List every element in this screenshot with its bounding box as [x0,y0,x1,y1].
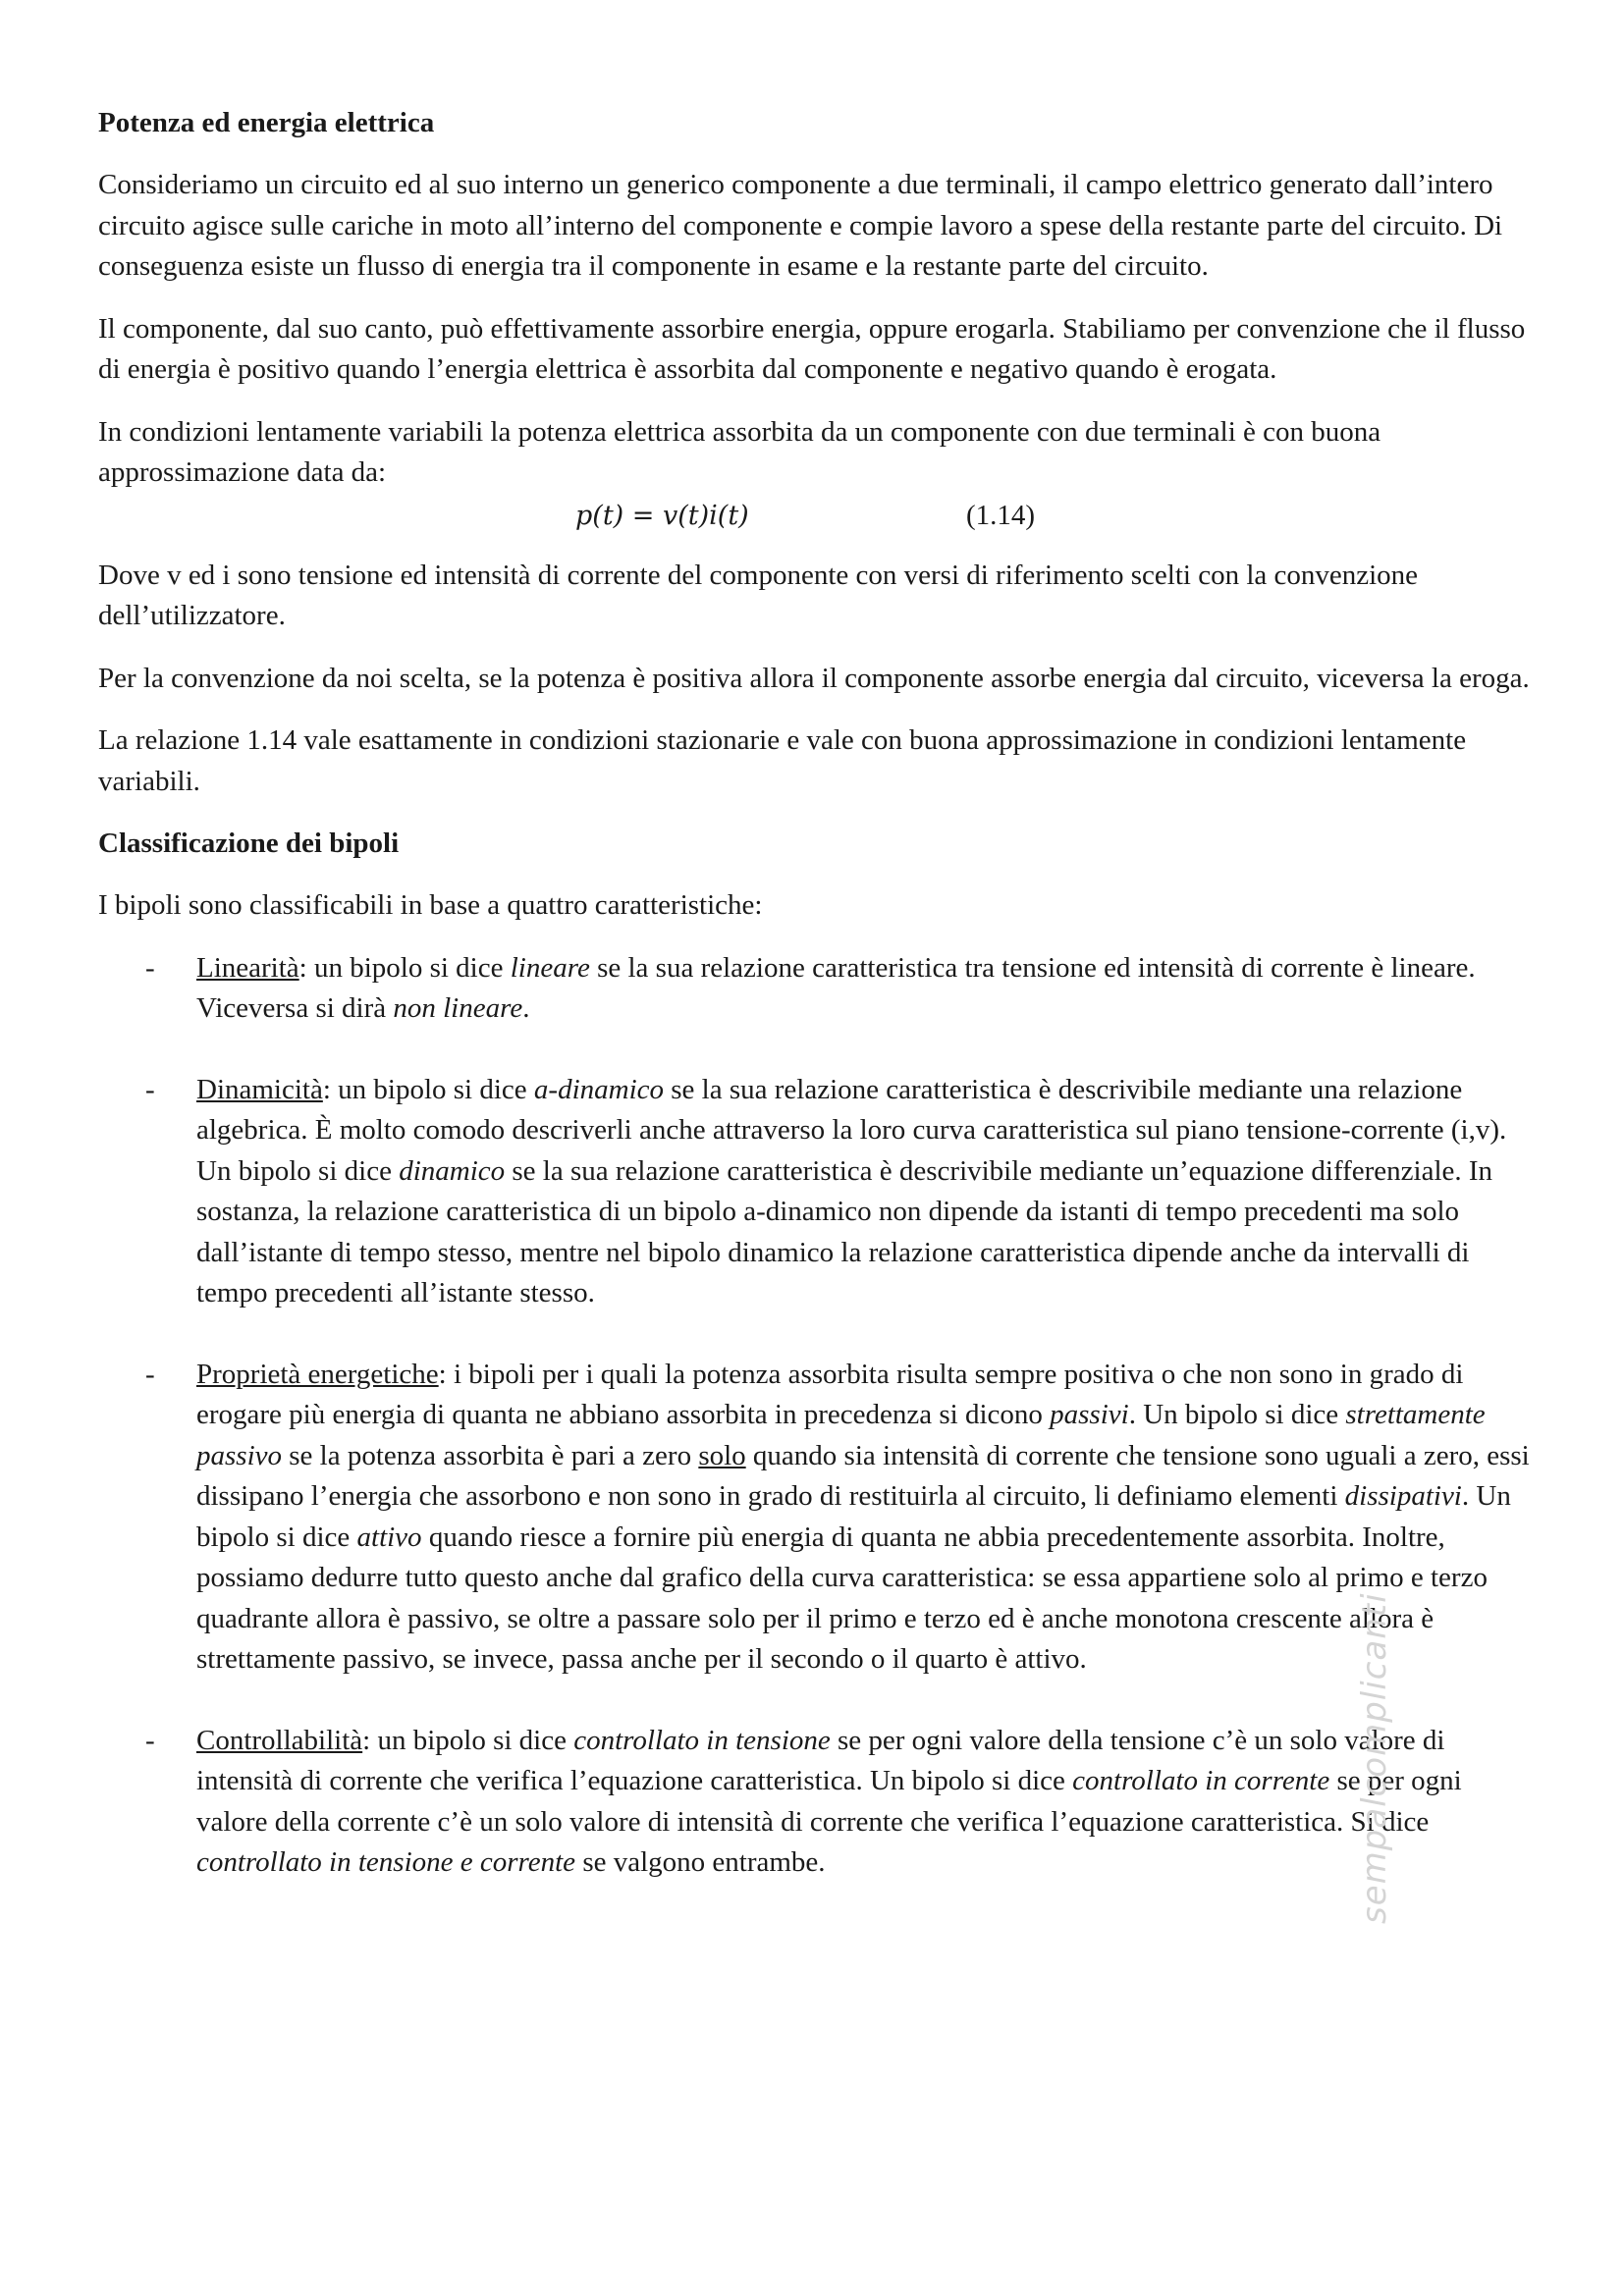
emphasis: a-dinamico [533,1073,665,1105]
emphasis: passivi [1050,1399,1129,1430]
term-controllabilita: Controllabilità [196,1724,363,1756]
emphasis: lineare [510,951,590,984]
document-page [98,103,1534,1924]
emphasis: strettamente passivo [196,1399,1486,1471]
list-dash: - [145,1073,155,1105]
list-item-proprieta-energetiche [98,1355,1534,1681]
list-dash: - [145,951,155,984]
text: : i bipoli per i quali la potenza assorbita risulta sempre positiva o che non sono in grado di erogare più energia di quanta ne abbiano assorbita in precedenza si dicono [196,1358,1464,1430]
list-item-linearita [98,948,1534,1030]
text: se valgono entrambe. [575,1846,826,1878]
paragraph-3: In condizioni lentamente variabili la potenza elettrica assorbita da un componente con due terminali è con buona approssimazione data da: [98,415,1381,488]
watermark: sempalcomplicanti [1355,1592,1394,1924]
emphasis: dinamico [399,1154,506,1187]
emphasis: dissipativi [1344,1480,1462,1512]
text: se la sua relazione caratteristica è descrivibile mediante un’equazione differenziale. In sostanza, la relazione caratteristica di un bipolo a-dinamico non dipende da istanti di tempo precedenti ma solo dall’istante di tempo stesso, mentre nel bipolo dinamico la relazione caratteristica dipende anche da intervalli di tempo precedenti all’istante stesso. [196,1154,1493,1308]
list-item-dinamicita [98,1070,1534,1314]
text: . Un bipolo si dice [1128,1399,1346,1430]
emphasis: controllato in tensione [573,1724,831,1756]
section-title-potenza: Potenza ed energia elettrica [98,107,435,138]
text: se per ogni valore della corrente c’è un solo valore di intensità di corrente che verifica l’equazione caratteristica. Si dice [196,1765,1462,1838]
text: . Un bipolo si dice [196,1480,1511,1553]
paragraph-intro-bipoli: I bipoli sono classificabili in base a quattro caratteristiche: [98,889,763,921]
paragraph-5: Per la convenzione da noi scelta, se la potenza è positiva allora il componente assorbe energia dal circuito, viceversa la eroga. [98,662,1530,694]
emphasis: controllato in corrente [1072,1765,1330,1796]
term-linearita: Linearità [196,951,299,984]
equation-number: (1.14) [966,499,1036,531]
text: se la potenza assorbita è pari a zero [282,1439,699,1471]
paragraph-4: Dove v ed i sono tensione ed intensità di corrente del componente con versi di riferimento scelti con la convenzione dell’utilizzatore. [98,559,1419,631]
text: quando sia intensità di corrente che tensione sono uguali a zero, essi dissipano l’energia che assorbono e non sono in grado di restituirla al circuito, li definiamo elementi [196,1439,1530,1512]
paragraph-2: Il componente, dal suo canto, può effettivamente assorbire energia, oppure erogarla. Stabiliamo per convenzione che il flusso di energia è positivo quando l’energia elettrica è assorbita dal componente e negativo quando è erogata. [98,312,1526,385]
text: : un bipolo si dice [322,1073,534,1105]
term-proprieta-energetiche: Proprietà energetiche [196,1358,439,1390]
paragraph-1: Consideriamo un circuito ed al suo interno un generico componente a due terminali, il campo elettrico generato dall’intero circuito agisce sulle cariche in moto all’interno del componente e compie lavoro a spese della restante parte del circuito. Di conseguenza esiste un flusso di energia tra il componente in esame e la restante parte del circuito. [98,169,1503,282]
text: . [522,992,530,1024]
text: se la sua relazione caratteristica è descrivibile mediante una relazione algebrica. È molto comodo descriverli anche attraverso la loro curva caratteristica sul piano tensione-corrente (i,v). Un bipolo si dice [196,1073,1507,1187]
list-dash: - [145,1358,155,1390]
list-item-controllabilita [98,1721,1534,1884]
paragraph-6: La relazione 1.14 vale esattamente in condizioni stazionarie e vale con buona approssimazione in condizioni lentamente variabili. [98,724,1467,797]
underlined-word: solo [698,1439,746,1471]
bipoli-characteristics-list [98,948,1534,1884]
section-title-classificazione: Classificazione dei bipoli [98,828,400,859]
emphasis: non lineare [393,992,523,1024]
text: : un bipolo si dice [362,1724,574,1756]
emphasis: controllato in tensione e corrente [196,1846,576,1878]
emphasis: attivo [356,1521,422,1553]
text: se la sua relazione caratteristica tra tensione ed intensità di corrente è lineare. Viceversa si dirà [196,951,1476,1024]
text: se per ogni valore della tensione c’è un solo valore di intensità di corrente che verifica l’equazione caratteristica. Un bipolo si dice [196,1724,1445,1796]
term-dinamicita: Dinamicità [196,1073,323,1105]
list-dash: - [145,1724,155,1756]
text: quando riesce a fornire più energia di quanta ne abbia precedentemente assorbita. Inoltre, possiamo dedurre tutto questo anche dal grafico della curva caratteristica: se essa appartiene solo al primo e terzo quadrante allora è passivo, se oltre a passare solo per il primo e terzo ed è anche monotona crescente allora è strettamente passivo, se invece, passa anche per il secondo o il quarto è attivo. [196,1521,1488,1675]
text: : un bipolo si dice [298,951,511,984]
equation-1-14 [98,496,1534,536]
equation-expression: p(t) = v(t)i(t) [575,500,749,531]
